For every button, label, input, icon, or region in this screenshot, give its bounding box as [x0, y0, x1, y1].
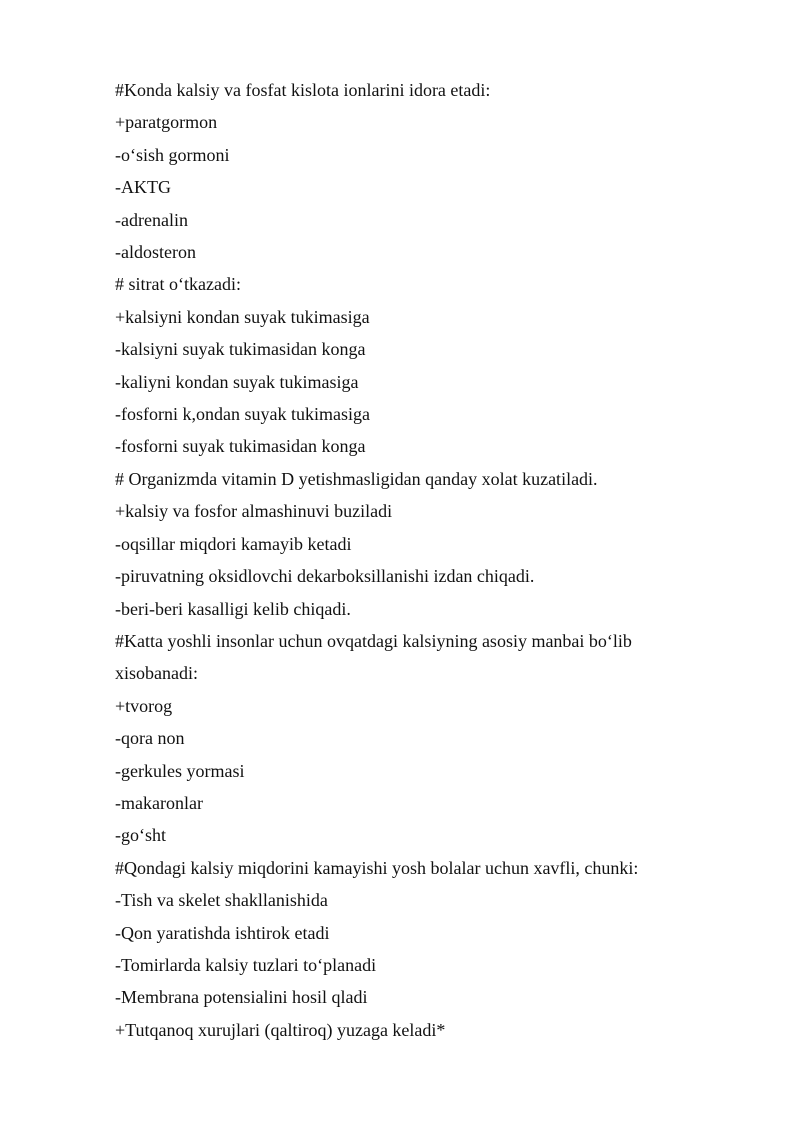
question-line-continuation: xisobanadi: [115, 663, 198, 684]
answer-line: -aldosteron [115, 242, 196, 263]
answer-line: -kaliyni kondan suyak tukimasiga [115, 371, 359, 392]
answer-line: -piruvatning oksidlovchi dekarboksillanishi izdan chiqadi. [115, 566, 535, 587]
question-line: #Katta yoshli insonlar uchun ovqatdagi kalsiyning asosiy manbai bo‘lib [115, 630, 632, 651]
correct-answer-line: +kalsiyni kondan suyak tukimasiga [115, 306, 370, 327]
answer-line: -qora non [115, 728, 185, 749]
answer-line: -makaronlar [115, 792, 203, 813]
answer-line: -o‘sish gormoni [115, 144, 230, 165]
correct-answer-line: +tvorog [115, 695, 173, 716]
answer-line: -Qon yaratishda ishtirok etadi [115, 922, 330, 943]
answer-line: -kalsiyni suyak tukimasidan konga [115, 339, 366, 360]
answer-line: -go‘sht [115, 825, 166, 846]
answer-line: -Tish va skelet shakllanishida [115, 890, 328, 911]
question-line: # Organizmda vitamin D yetishmasligidan qanday xolat kuzatiladi. [115, 468, 598, 489]
document-body [115, 74, 695, 1046]
answer-line: -adrenalin [115, 209, 188, 230]
question-line: #Qondagi kalsiy miqdorini kamayishi yosh bolalar uchun xavfli, chunki: [115, 857, 639, 878]
correct-answer-line: +Tutqanoq xurujlari (qaltiroq) yuzaga keladi* [115, 1019, 446, 1040]
question-line: #Konda kalsiy va fosfat kislota ionlarini idora etadi: [115, 80, 491, 100]
answer-line: -Tomirlarda kalsiy tuzlari to‘planadi [115, 954, 377, 975]
answer-line: -fosforni suyak tukimasidan konga [115, 436, 366, 457]
answer-line: -fosforni k,ondan suyak tukimasiga [115, 404, 370, 425]
answer-line: -gerkules yormasi [115, 760, 245, 781]
answer-line: -AKTG [115, 177, 171, 198]
question-line: # sitrat o‘tkazadi: [115, 274, 241, 295]
answer-line: -oqsillar miqdori kamayib ketadi [115, 533, 352, 554]
answer-line: -beri-beri kasalligi kelib chiqadi. [115, 598, 351, 619]
correct-answer-line: +kalsiy va fosfor almashinuvi buziladi [115, 501, 393, 522]
correct-answer-line: +paratgormon [115, 112, 218, 133]
answer-line: -Membrana potensialini hosil qladi [115, 987, 368, 1008]
